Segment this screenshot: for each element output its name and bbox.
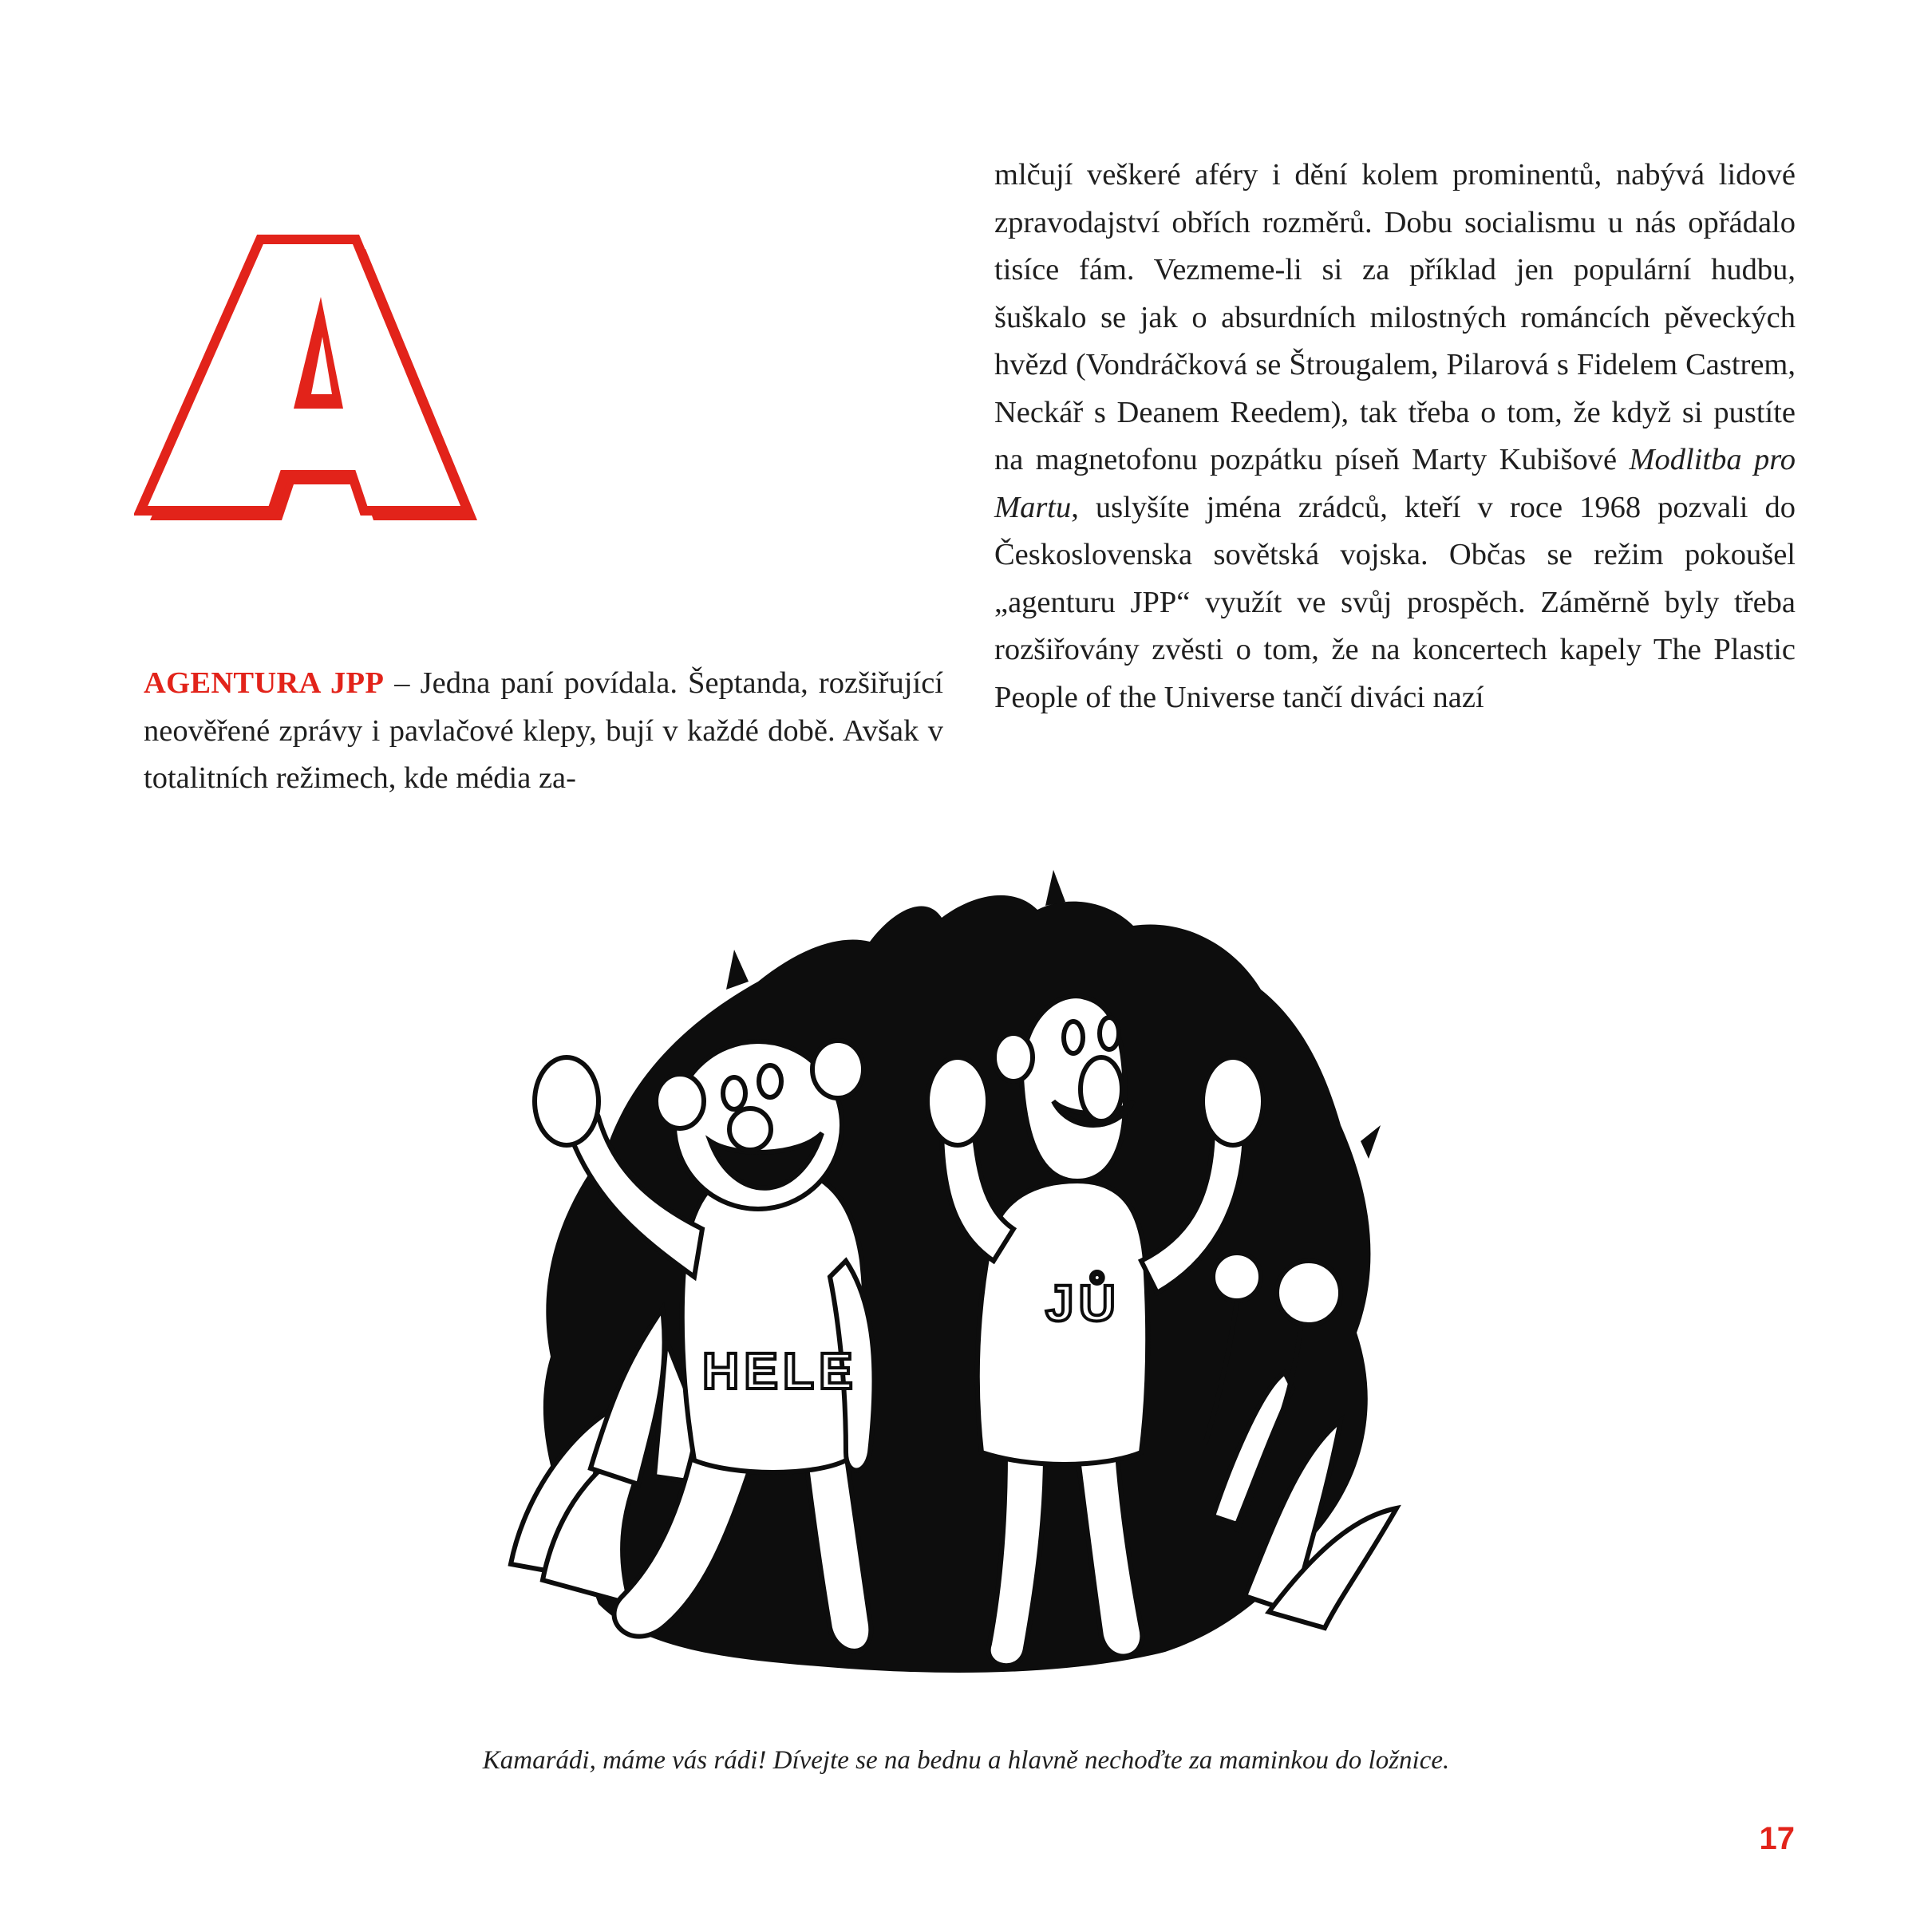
left-column — [144, 660, 943, 803]
right-shirt-label: JŮ — [1045, 1274, 1120, 1332]
drop-cap-face — [140, 239, 468, 511]
entry-text-left: – Jedna paní povídala. Šeptanda, rozšiřující neověřené zprávy i pavlačové klepy, bují v každé době. Avšak v totalitních režimech, kde média za- — [144, 666, 943, 795]
entry-paragraph-continued — [994, 152, 1796, 721]
drop-cap-letter-a — [134, 217, 493, 568]
entry-paragraph-start — [144, 660, 943, 803]
entry-text-right-a: mlčují veškeré aféry i dění kolem prominentů, nabývá lidové zpravodajství obřích rozměrů. Dobu socialismu u nás opřádalo tisíce fám. Vezmeme-li si za příklad jen populární hudbu, šuškalo se jak o absurdních milostných románcích pěveckých hvězd (Vondráčková se Štrougalem, Pilarová s Fidelem Castrem, Neckář s Deanem Reedem), tak třeba o tom, že když si pustíte na magnetofonu pozpátku píseň Marty Kubišové — [994, 158, 1796, 476]
entry-headword: AGENTURA JPP — [144, 666, 385, 700]
right-column — [994, 152, 1796, 721]
illustration-caption: Kamarádi, máme vás rádi! Dívejte se na bednu a hlavně nechoďte za maminkou do ložnice. — [482, 1746, 1450, 1775]
page-number: 17 — [1759, 1821, 1795, 1856]
song-title: Modlitba pro Martu — [994, 443, 1796, 524]
puppets-illustration — [495, 862, 1452, 1708]
left-shirt-label: HELE — [702, 1342, 858, 1400]
entry-text-right-b: , uslyšíte jména zrádců, kteří v roce 1968 pozvali do Československa sovětská vojska. Občas se režim pokoušel „agenturu JPP“ využít ve svůj prospěch. Záměrně byly třeba rozšiřovány zvěsti o tom, že na koncertech kapely The Plastic People of the Universe tančí diváci nazí — [994, 490, 1796, 714]
